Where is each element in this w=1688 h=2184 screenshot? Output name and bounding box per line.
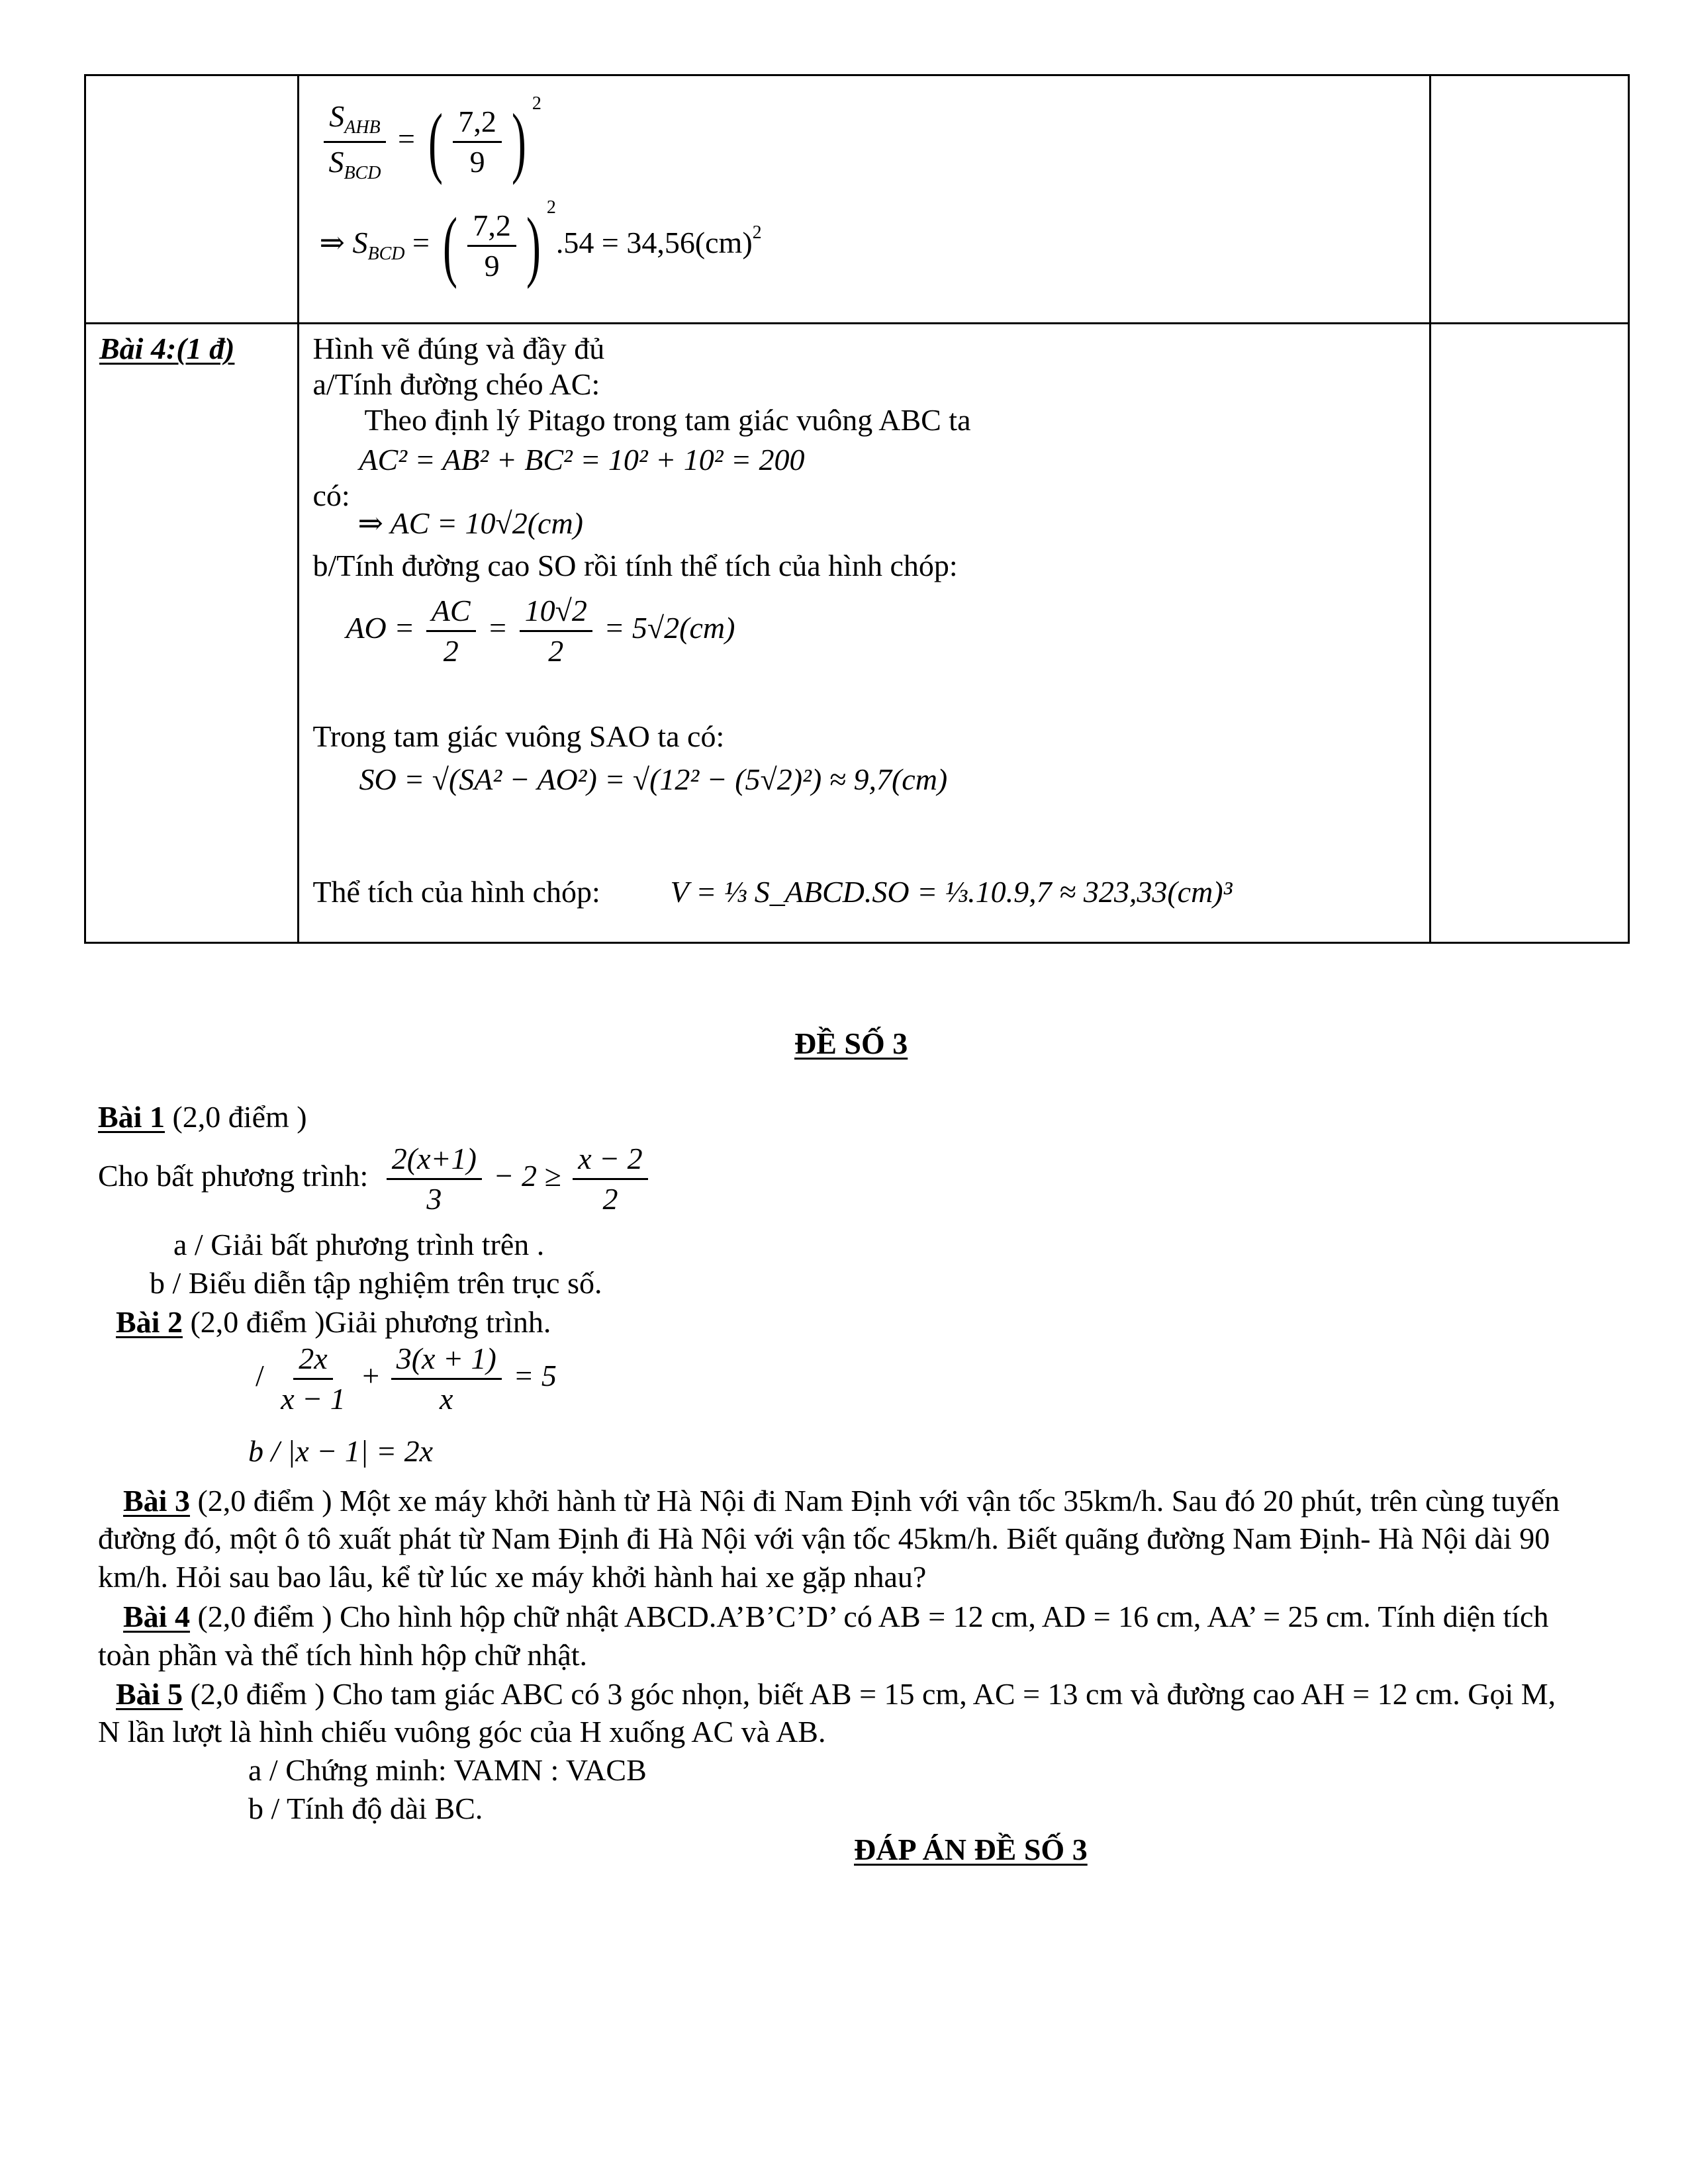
text-line: đường đó, một ô tô xuất phát từ Nam Định đi Hà Nội với vận tốc 45km/h. Biết quãng đường Nam Định- Hà Nội dài 90 [98,1522,1550,1555]
answer-title: ĐÁP ÁN ĐỀ SỐ 3 [854,1833,1088,1866]
ac-result: ⇒ AC = 10√2(cm) [357,506,583,540]
sbcd-equation: ⇒ $S_{BCD}$ = ( $\frac{7,2}{9}$ ) $^2$.54 = 34,56(cm)$^2$ [319,197,762,290]
ao-equation: AO = $\frac{AC}{2}$ = $\frac{10√2}{2}$ = 5√2(cm) [346,594,735,668]
text-line: a / Chứng minh: VAMN : VACB [248,1753,647,1787]
volume-equation: V = ⅓ S_ABCD.SO = ⅓.10.9,7 ≈ 323,33(cm)³ [670,875,1233,909]
text-line: Hình vẽ đúng và đầy đủ [312,332,605,365]
text-line: N lần lượt là hình chiếu vuông góc của H xuống AC và AB. [98,1715,826,1749]
problem-3: Bài 3 (2,0 điểm ) Một xe máy khởi hành từ Hà Nội đi Nam Định với vận tốc 35km/h. Sau đó 20 phút, trên cùng tuyến [123,1484,1560,1518]
text-line: b / Tính độ dài BC. [248,1792,483,1825]
problem-2-equation-a: / $\frac{2x}{x - 1}$ + $\frac{3(x + 1)}{x}$ = 5 [256,1342,557,1416]
problem-1-inequality: Cho bất phương trình: $\frac{2(x+1)}{3}$ − 2 ≥ $\frac{x - 2}{2}$ [98,1144,652,1214]
text-line: Trong tam giác vuông SAO ta có: [312,719,725,753]
text-line: toàn phần và thể tích hình hộp chữ nhật. [98,1638,588,1672]
text-line: có: [312,478,350,512]
ratio-equation: $\frac{S_{AHB}}{S_{BCD}}$ = ( $\frac{7,2}{9}$ ) $^2$ [319,95,541,183]
pythagoras-equation: AC² = AB² + BC² = 10² + 10² = 200 [359,443,805,477]
row2-content [299,324,1429,942]
table-row [85,75,1629,324]
section-title: ĐỀ SỐ 3 [794,1026,908,1060]
table-row [85,324,1629,943]
text-line: a/Tính đường chéo AC: [312,367,600,401]
problem-2-heading: Bài 2 (2,0 điểm )Giải phương trình. [116,1305,551,1339]
problem-1-heading: Bài 1 (2,0 điểm ) [98,1100,307,1134]
text-line: b / Biểu diễn tập nghiệm trên trục số. [150,1266,602,1300]
text-line: Thể tích của hình chóp: [312,875,600,909]
problem-5: Bài 5 (2,0 điểm ) Cho tam giác ABC có 3 góc nhọn, biết AB = 15 cm, AC = 13 cm và đường cao AH = 12 cm. Gọi M, [116,1677,1556,1711]
text-line: km/h. Hỏi sau bao lâu, kể từ lúc xe máy khởi hành hai xe gặp nhau? [98,1560,927,1594]
row2-label: Bài 4:(1 đ) [99,332,235,365]
so-equation: SO = √(SA² − AO²) = √(12² − (5√2)²) ≈ 9,7(cm) [359,762,948,796]
problem-2-equation-b: b / |x − 1| = 2x [248,1434,433,1468]
row1-content [299,76,1429,322]
text-line: a / Giải bất phương trình trên . [173,1228,545,1261]
text-line: Theo định lý Pitago trong tam giác vuông ABC ta [364,403,971,437]
problem-4: Bài 4 (2,0 điểm ) Cho hình hộp chữ nhật ABCD.A’B’C’D’ có AB = 12 cm, AD = 16 cm, AA’ = 25 cm. Tính diện tích [123,1600,1549,1633]
text-line: b/Tính đường cao SO rồi tính thể tích của hình chóp: [312,549,958,582]
answer-table [84,74,1630,944]
